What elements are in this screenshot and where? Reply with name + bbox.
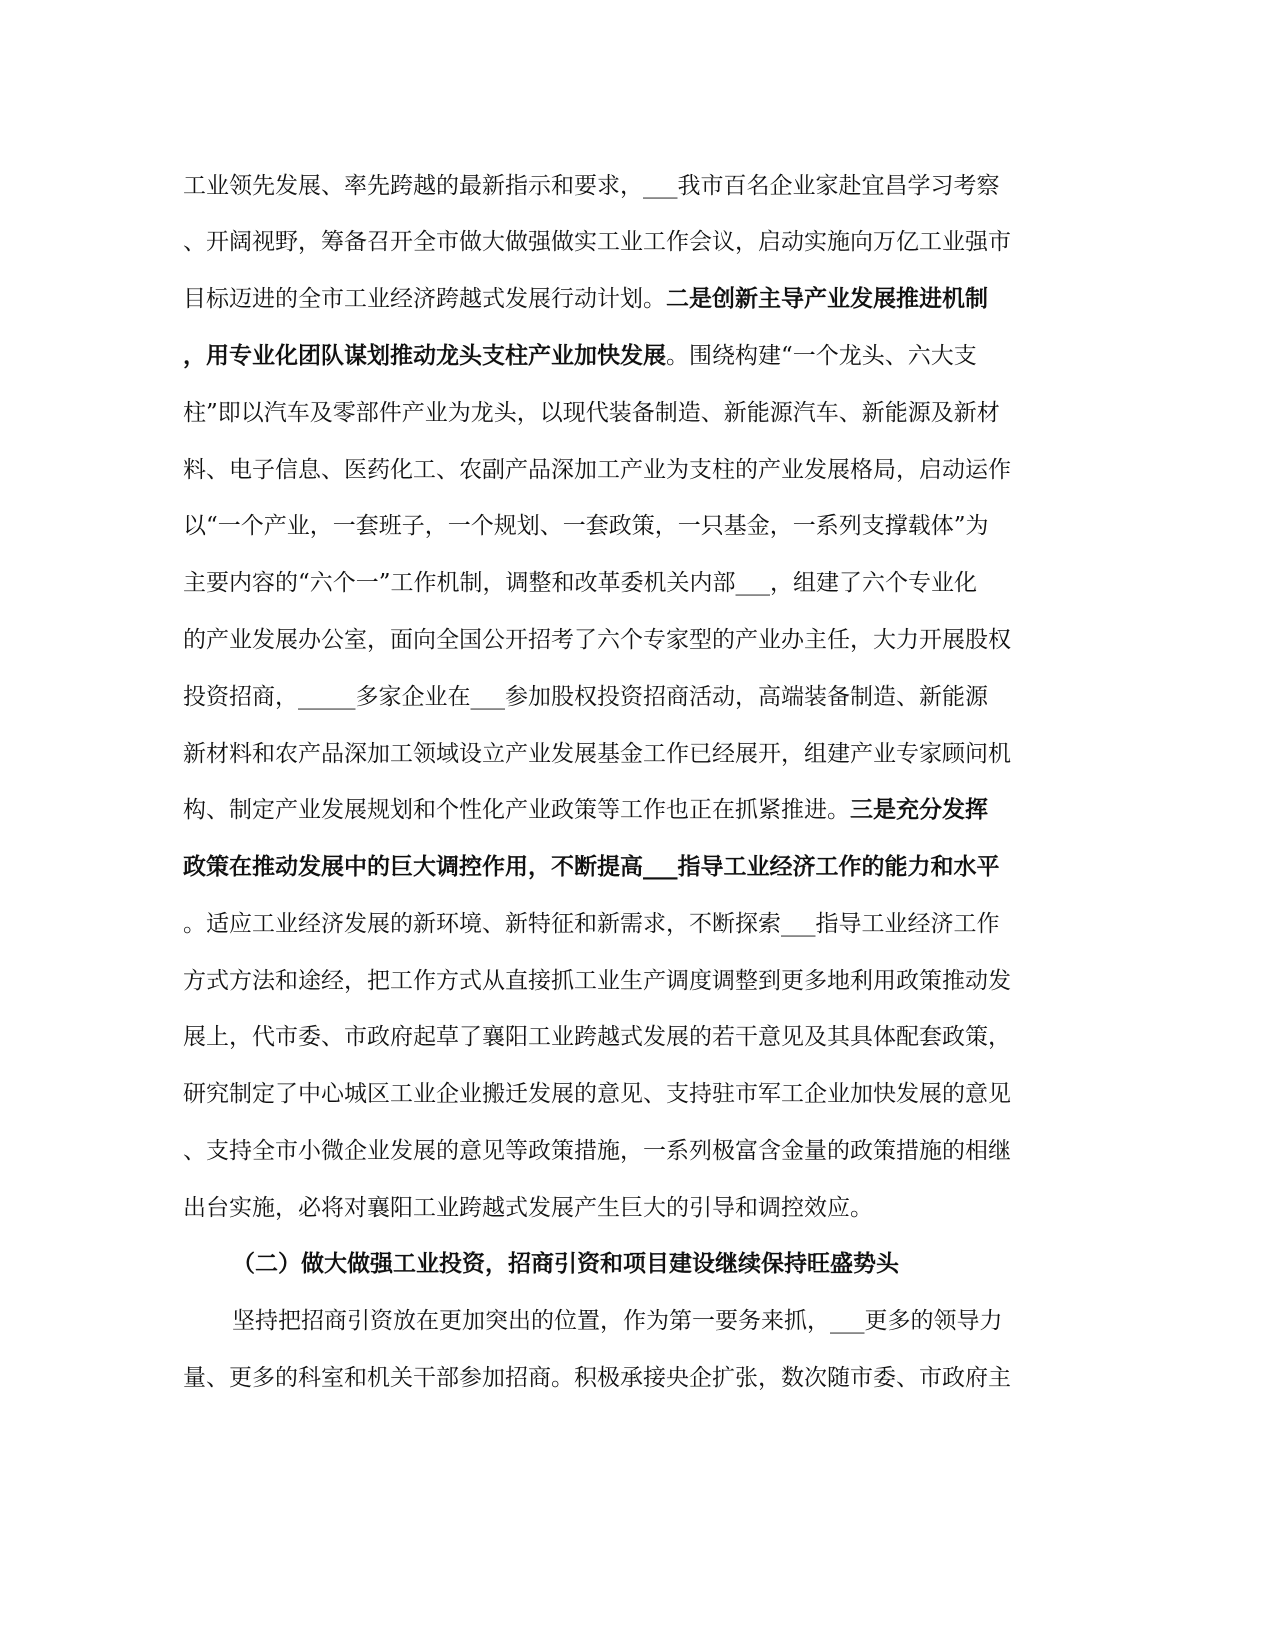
text-span: 。围绕构建“一个龙头、六大支 bbox=[666, 343, 977, 369]
text-span: 坚持把招商引资放在更加突出的位置，作为第一要务来抓，___更多的领导力 bbox=[232, 1308, 1003, 1334]
text-span: 量、更多的科室和机关干部参加招商。积极承接央企扩张，数次随市委、市政府主 bbox=[183, 1365, 1011, 1391]
text-span: 、开阔视野，筹备召开全市做大做强做实工业工作会议，启动实施向万亿工业强市 bbox=[183, 229, 1011, 255]
text-line bbox=[183, 279, 1083, 319]
text-line bbox=[183, 677, 1083, 717]
section-heading bbox=[232, 1244, 1132, 1284]
text-line bbox=[183, 222, 1083, 262]
text-span: 主要内容的“六个一”工作机制，调整和改革委机关内部___，组建了六个专业化 bbox=[183, 570, 978, 596]
text-span: 的产业发展办公室，面向全国公开招考了六个专家型的产业办主任，大力开展股权 bbox=[183, 627, 1011, 653]
text-span: 工业领先发展、率先跨越的最新指示和要求，___我市百名企业家赴宜昌学习考察 bbox=[183, 173, 1000, 199]
text-span: 方式方法和途经，把工作方式从直接抓工业生产调度调整到更多地利用政策推动发 bbox=[183, 968, 1011, 994]
text-span: 、支持全市小微企业发展的意见等政策措施，一系列极富含金量的政策措施的相继 bbox=[183, 1138, 1011, 1164]
text-line bbox=[183, 336, 1083, 376]
text-span: 。适应工业经济发展的新环境、新特征和新需求，不断探索___指导工业经济工作 bbox=[183, 911, 1000, 937]
text-line bbox=[183, 563, 1083, 603]
text-span: 投资招商，_____多家企业在___参加股权投资招商活动，高端装备制造、新能源 bbox=[183, 684, 988, 710]
text-line bbox=[183, 1131, 1083, 1171]
bold-text-span: 二是创新主导产业发展推进机制 bbox=[666, 285, 988, 312]
bold-text-span: 三是充分发挥 bbox=[850, 796, 988, 823]
text-line bbox=[183, 1358, 1083, 1398]
text-span: 研究制定了中心城区工业企业搬迁发展的意见、支持驻市军工企业加快发展的意见 bbox=[183, 1081, 1011, 1107]
text-line bbox=[183, 961, 1083, 1001]
text-line bbox=[183, 904, 1083, 944]
text-span: 料、电子信息、医药化工、农副产品深加工产业为支柱的产业发展格局，启动运作 bbox=[183, 457, 1011, 483]
text-line bbox=[183, 506, 1083, 546]
text-line bbox=[183, 166, 1083, 206]
text-line bbox=[183, 1017, 1083, 1057]
text-line bbox=[183, 1188, 1083, 1228]
text-span: 构、制定产业发展规划和个性化产业政策等工作也正在抓紧推进。 bbox=[183, 797, 850, 823]
text-line bbox=[183, 450, 1083, 490]
text-span: 以“一个产业，一套班子，一个规划、一套政策，一只基金，一系列支撑载体”为 bbox=[183, 513, 989, 539]
text-line bbox=[183, 1074, 1083, 1114]
text-line bbox=[183, 620, 1083, 660]
text-span: 展上，代市委、市政府起草了襄阳工业跨越式发展的若干意见及其具体配套政策， bbox=[183, 1024, 1011, 1050]
text-span: 新材料和农产品深加工领域设立产业发展基金工作已经展开，组建产业专家顾问机 bbox=[183, 741, 1011, 767]
text-span: 柱”即以汽车及零部件产业为龙头，以现代装备制造、新能源汽车、新能源及新材 bbox=[183, 400, 1000, 426]
bold-text-span: （二）做大做强工业投资，招商引资和项目建设继续保持旺盛势头 bbox=[232, 1250, 899, 1277]
text-line bbox=[183, 790, 1083, 830]
text-line bbox=[183, 847, 1083, 887]
text-span: 出台实施，必将对襄阳工业跨越式发展产生巨大的引导和调控效应。 bbox=[183, 1195, 873, 1221]
text-span: 目标迈进的全市工业经济跨越式发展行动计划。 bbox=[183, 286, 666, 312]
text-line bbox=[232, 1301, 1132, 1341]
bold-text-span: 政策在推动发展中的巨大调控作用，不断提高___指导工业经济工作的能力和水平 bbox=[183, 853, 1000, 880]
text-line bbox=[183, 393, 1083, 433]
bold-text-span: ，用专业化团队谋划推动龙头支柱产业加快发展 bbox=[183, 342, 666, 369]
text-line bbox=[183, 734, 1083, 774]
